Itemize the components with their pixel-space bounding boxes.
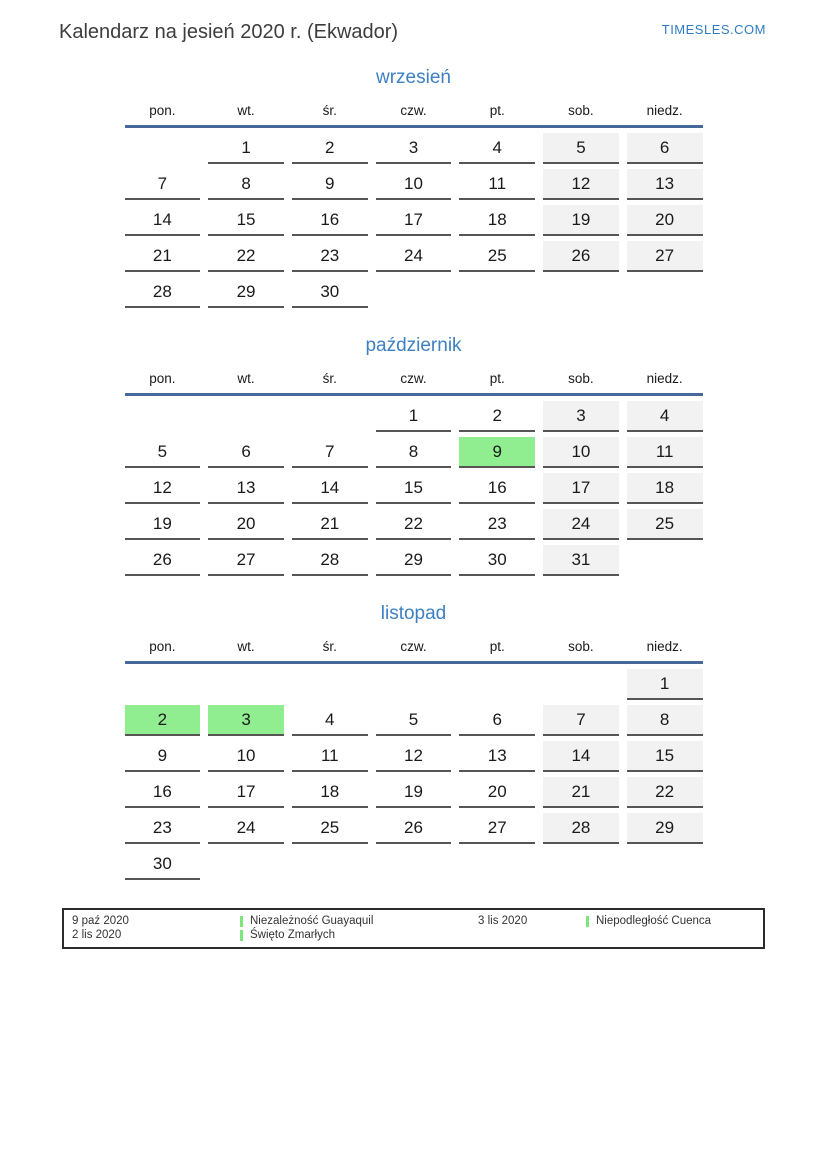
day-cell: 2: [292, 133, 368, 164]
legend-names-column: [240, 914, 478, 942]
day-cell: 23: [459, 509, 535, 540]
day-cell: 13: [627, 169, 703, 200]
day-cell: 12: [543, 169, 619, 200]
day-cell: 8: [627, 705, 703, 736]
day-cell: 31: [543, 545, 619, 576]
day-cell: 23: [125, 813, 201, 844]
holiday-day-cell: 3: [208, 705, 284, 736]
empty-cell: [376, 277, 452, 308]
day-cell: 2: [459, 401, 535, 432]
day-cell: 1: [208, 133, 284, 164]
weekday-label: czw.: [400, 371, 427, 386]
day-cell: 17: [208, 777, 284, 808]
day-cell: 19: [125, 509, 201, 540]
empty-cell: [459, 277, 535, 308]
empty-cell: [208, 401, 284, 432]
day-cell: 20: [627, 205, 703, 236]
day-cell: 9: [292, 169, 368, 200]
day-cell: 18: [459, 205, 535, 236]
month-section-september: [125, 66, 703, 308]
day-cell: 24: [376, 241, 452, 272]
empty-cell: [208, 669, 284, 700]
site-link[interactable]: TIMESLES.COM: [661, 22, 766, 37]
weekday-label: śr.: [322, 639, 337, 654]
holiday-marker-icon: [240, 916, 243, 927]
day-cell: 6: [459, 705, 535, 736]
day-cell: 28: [292, 545, 368, 576]
day-cell: 4: [627, 401, 703, 432]
weekday-label: pon.: [149, 103, 176, 118]
day-cell: 15: [627, 741, 703, 772]
day-cell: 27: [627, 241, 703, 272]
empty-cell: [376, 669, 452, 700]
day-cell: 20: [459, 777, 535, 808]
day-cell: 4: [292, 705, 368, 736]
weekday-label: sob.: [568, 371, 594, 386]
weekday-label: pt.: [489, 103, 505, 118]
weekday-label: sob.: [568, 103, 594, 118]
empty-cell: [125, 133, 201, 164]
day-cell: 21: [125, 241, 201, 272]
day-cell: 15: [376, 473, 452, 504]
day-cell: 24: [208, 813, 284, 844]
day-cell: 3: [543, 401, 619, 432]
empty-cell: [125, 401, 201, 432]
month-grid: [125, 102, 703, 308]
day-cell: 19: [543, 205, 619, 236]
day-cell: 26: [376, 813, 452, 844]
weekday-rule: [125, 661, 703, 664]
legend-holiday-name: Niepodległość Cuenca: [596, 915, 712, 927]
day-cell: 22: [627, 777, 703, 808]
day-cell: 12: [376, 741, 452, 772]
weekday-rule: [125, 125, 703, 128]
day-cell: 26: [125, 545, 201, 576]
holiday-day-cell: 2: [125, 705, 201, 736]
page-title: Kalendarz na jesień 2020 r. (Ekwador): [59, 21, 399, 43]
day-cell: 13: [459, 741, 535, 772]
day-cell: 25: [627, 509, 703, 540]
empty-cell: [376, 849, 452, 880]
day-cell: 11: [459, 169, 535, 200]
day-cell: 7: [292, 437, 368, 468]
holiday-day-cell: 9: [459, 437, 535, 468]
day-cell: 22: [208, 241, 284, 272]
day-cell: 24: [543, 509, 619, 540]
weekday-label: niedz.: [646, 639, 683, 654]
empty-cell: [208, 849, 284, 880]
weekday-label: pt.: [489, 371, 505, 386]
month-title: październik: [365, 335, 462, 356]
day-cell: 21: [543, 777, 619, 808]
weekday-label: sob.: [568, 639, 594, 654]
day-cell: 11: [627, 437, 703, 468]
day-cell: 14: [292, 473, 368, 504]
weekday-label: czw.: [400, 103, 427, 118]
day-cell: 11: [292, 741, 368, 772]
day-cell: 16: [292, 205, 368, 236]
legend-date: 2 lis 2020: [72, 929, 122, 941]
weekday-rule: [125, 393, 703, 396]
day-cell: 22: [376, 509, 452, 540]
legend-item: [586, 914, 755, 928]
day-cell: 28: [125, 277, 201, 308]
weekday-label: śr.: [322, 103, 337, 118]
day-cell: 26: [543, 241, 619, 272]
day-cell: 13: [208, 473, 284, 504]
legend-holiday-name: Niezależność Guayaquil: [250, 915, 374, 927]
weekday-label: śr.: [322, 371, 337, 386]
day-cell: 8: [376, 437, 452, 468]
day-cell: 17: [376, 205, 452, 236]
empty-cell: [292, 849, 368, 880]
day-cell: 16: [459, 473, 535, 504]
weekday-label: niedz.: [646, 103, 683, 118]
legend-item: [240, 928, 478, 942]
day-cell: 5: [376, 705, 452, 736]
empty-cell: [543, 277, 619, 308]
legend-holiday-name: Święto Zmarłych: [250, 929, 335, 941]
day-cell: 10: [376, 169, 452, 200]
day-cell: 19: [376, 777, 452, 808]
day-cell: 30: [125, 849, 201, 880]
calendar-months: [0, 66, 827, 880]
empty-cell: [459, 849, 535, 880]
day-cell: 17: [543, 473, 619, 504]
day-cell: 16: [125, 777, 201, 808]
empty-cell: [125, 669, 201, 700]
day-cell: 10: [208, 741, 284, 772]
legend-date: 3 lis 2020: [478, 915, 528, 927]
legend-date: 9 paź 2020: [72, 915, 129, 927]
empty-cell: [627, 545, 703, 576]
day-cell: 6: [627, 133, 703, 164]
day-cell: 25: [459, 241, 535, 272]
day-cell: 5: [125, 437, 201, 468]
day-cell: 30: [292, 277, 368, 308]
legend-item: [240, 914, 478, 928]
month-section-november: [125, 602, 703, 880]
day-cell: 5: [543, 133, 619, 164]
day-cell: 23: [292, 241, 368, 272]
day-cell: 28: [543, 813, 619, 844]
month-grid: [125, 638, 703, 880]
day-cell: 9: [125, 741, 201, 772]
holiday-marker-icon: [586, 916, 589, 927]
legend-dates-column: [72, 914, 240, 942]
legend-dates-column: [478, 914, 586, 942]
empty-cell: [627, 849, 703, 880]
legend-box: [62, 908, 765, 949]
day-cell: 21: [292, 509, 368, 540]
day-cell: 30: [459, 545, 535, 576]
day-cell: 7: [543, 705, 619, 736]
weekday-label: pon.: [149, 639, 176, 654]
month-grid: [125, 370, 703, 576]
day-cell: 29: [376, 545, 452, 576]
day-cell: 7: [125, 169, 201, 200]
day-cell: 27: [208, 545, 284, 576]
weekday-label: wt.: [237, 103, 255, 118]
day-cell: 10: [543, 437, 619, 468]
day-cell: 1: [376, 401, 452, 432]
month-title: wrzesień: [376, 67, 451, 88]
weekday-label: wt.: [237, 371, 255, 386]
weekday-label: czw.: [400, 639, 427, 654]
empty-cell: [543, 669, 619, 700]
day-cell: 29: [208, 277, 284, 308]
legend-names-column: [586, 914, 755, 942]
day-cell: 6: [208, 437, 284, 468]
weekday-label: wt.: [237, 639, 255, 654]
weekday-label: niedz.: [646, 371, 683, 386]
empty-cell: [627, 277, 703, 308]
empty-cell: [292, 401, 368, 432]
empty-cell: [543, 849, 619, 880]
day-cell: 12: [125, 473, 201, 504]
empty-cell: [459, 669, 535, 700]
day-cell: 14: [543, 741, 619, 772]
day-cell: 3: [376, 133, 452, 164]
day-cell: 15: [208, 205, 284, 236]
weekday-label: pon.: [149, 371, 176, 386]
page-header: [0, 0, 827, 44]
weekday-label: pt.: [489, 639, 505, 654]
day-cell: 29: [627, 813, 703, 844]
month-section-october: [125, 334, 703, 576]
day-cell: 1: [627, 669, 703, 700]
day-cell: 25: [292, 813, 368, 844]
month-title: listopad: [380, 603, 447, 624]
day-cell: 27: [459, 813, 535, 844]
day-cell: 8: [208, 169, 284, 200]
day-cell: 14: [125, 205, 201, 236]
empty-cell: [292, 669, 368, 700]
day-cell: 18: [292, 777, 368, 808]
day-cell: 18: [627, 473, 703, 504]
holiday-marker-icon: [240, 930, 243, 941]
day-cell: 4: [459, 133, 535, 164]
day-cell: 20: [208, 509, 284, 540]
